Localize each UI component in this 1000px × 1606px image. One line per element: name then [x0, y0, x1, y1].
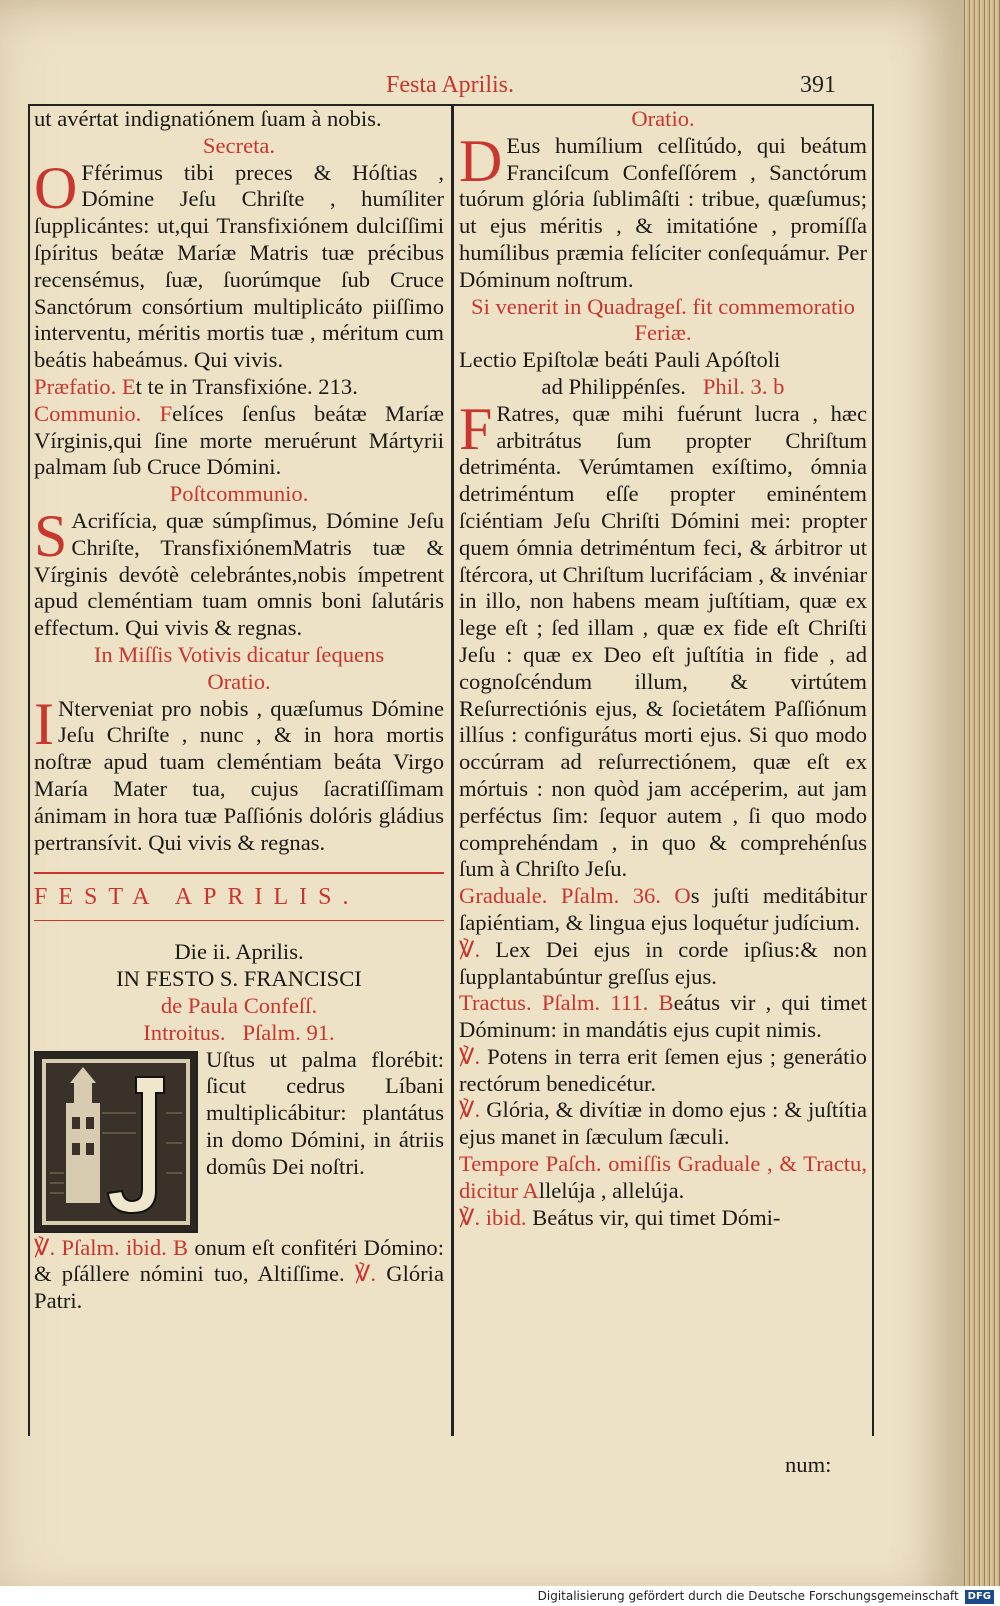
feast-name: IN FESTO S. FRANCISCI [116, 966, 362, 992]
drop-cap: O [34, 154, 78, 221]
postcommunio-paragraph [34, 502, 444, 642]
postcommunio-text: Acrifícia, quæ súmpſimus, Dómine Jeſu Chriſte, TransfixiónemMatris tuæ & Vírginis devótè celebrántes,nobis ímpetrent apud cleméntiam tuam omnis boni ſalutáris effectum. Qui vivis & regnas. [34, 507, 444, 641]
praefatio-text: t te in Transfixióne. 213. [135, 373, 358, 399]
feast-subtitle: de Paula Confeſſ. [160, 992, 318, 1018]
tempore-text: llelúja , allelúja. [538, 1177, 685, 1203]
graduale-text: s juſti meditábitur ſapiéntiam, & lingua ejus loquétur judícium. [459, 883, 867, 935]
postcommunio-heading: Poſtcommunio. [169, 481, 309, 507]
communio-text: elíces ſenſus beátæ Maríæ Vírginis,qui ſine morte meruérunt Mártyrii palmam ſub Cruce Dómini. [34, 400, 444, 480]
feast-date: Die ii. Aprilis. [174, 939, 304, 965]
drop-cap: F [459, 395, 493, 462]
page-number: 391 [800, 72, 836, 98]
digitization-footer [0, 1586, 1000, 1606]
gloria-text: Glória Patri. [34, 1261, 444, 1314]
tempore-label: Tempore Paſch. omiſſis Graduale , & Tractu, dicitur A [459, 1151, 867, 1203]
versicle-paragraph [459, 1044, 867, 1098]
communio-label: Communio. F [34, 400, 173, 426]
introitus-paragraph [34, 1047, 444, 1181]
versicle-paragraph [459, 1097, 867, 1151]
versicle-paragraph [459, 1205, 867, 1232]
communio-paragraph [34, 401, 444, 481]
versicle-label: ℣. Pſalm. ibid. B [34, 1234, 189, 1260]
praefatio-label: Præfatio. E [34, 373, 136, 399]
tractus-text: eátus vir , qui timet Dóminum: in mandátis ejus cupit nimis. [459, 990, 867, 1043]
versicle-mark: ℣. [459, 1043, 481, 1069]
versicle-mark: ℣. ibid. [459, 1204, 527, 1230]
versicle-text: Glória, & divítiæ in domo ejus : & juſtítia ejus manet in ſæculum ſæculi. [459, 1097, 867, 1150]
drop-cap: D [459, 127, 503, 194]
middle-column-rule [451, 104, 454, 1436]
oratio-paragraph [459, 127, 867, 294]
versicle-text: Lex Dei ejus in corde ipſius:& non ſupplantabúntur greſſus ejus. [459, 936, 867, 989]
introitus-text: Uſtus ut palma florébit: ſicut cedrus Líbani multiplicábitur: plantátus in domo Dómini, in átriis domûs Dei noſtri. [206, 1046, 444, 1179]
versicle-text: Potens in terra erit ſemen ejus ; generátio rectórum benedicétur. [459, 1043, 867, 1096]
left-column-rule [28, 104, 30, 1436]
gloria-versicle-mark: ℣. [354, 1261, 377, 1287]
versicle-paragraph [34, 1235, 444, 1315]
scripture-reference: Phil. 3. b [702, 373, 785, 399]
versicle-mark: ℣. [459, 1097, 481, 1123]
oratio-heading: Oratio. [631, 106, 695, 131]
dfg-logo-icon: DFG [965, 1590, 994, 1604]
oratio-text: Nterveniat pro nobis , quæſumus Dómine Jeſu Chriſte , nunc , & in hora mortis noſtræ apud tuam cleméntiam beáta Virgo María Mater tua, cujus ſacratiſſimam ánimam in hora tuæ Paſſiónis dolóris gládius pertransívit. Qui vivis & regnas. [34, 695, 444, 855]
praefatio-line [34, 374, 444, 401]
paragraph-continuation: ut avértat indignatiónem ſuam à nobis. [34, 106, 382, 131]
oratio-heading: Oratio. [207, 668, 271, 694]
footer-text: Digitalisierung gefördert durch die Deutsche Forschungsgemeinschaft [537, 1589, 959, 1603]
ad-philippenses: ad Philippénſes. [541, 373, 686, 399]
epistle-text: Ratres, quæ mihi fuérunt lucra , hæc arbitrátus ſum propter Chriſtum detriménta. Verúmtamen exíſtimo, ómnia detriméntum eſſe propter eminéntem ſciéntiam Jeſu Chriſti Dómini mei: propter quem ómnia detriméntum feci, & árbitror ut ſtércora, ut Chriſtum lucrifáciam , & invéniar in illo, non habens meam juſtítiam, quæ ex lege eſt ; ſed illam , quæ ex fide eſt Chriſti Jeſu : quæ ex Deo eſt juſtítia in fide , ad cognoſcéndum illum, & virtútem Reſurrectiónis ejus, & ſocietátem Paſſiónum illíus : configurátus morti ejus. Si quo modo occúrram ad reſurrectiónem, quæ eſt ex mórtuis : non quòd jam accéperim, aut jam perféctus ſim: ſequor autem , ſi quo modo comprehéndam , in quo & comprehénſus ſum à Chriſto Jeſu. [459, 400, 867, 882]
lectio-address [459, 374, 867, 401]
page-edge-stack [962, 0, 1000, 1606]
section-divider [34, 920, 444, 921]
graduale-label: Graduale. Pſalm. 36. O [459, 883, 691, 909]
drop-cap: I [34, 690, 54, 757]
right-column [459, 106, 867, 1231]
versicle-text: onum eſt confitéri Dómino: & pſállere nómini tuo, Altiſſime. [34, 1234, 444, 1287]
section-title: FESTA APRILIS. [34, 884, 360, 911]
oratio-paragraph [34, 690, 444, 857]
rubric-quadragesima: Si venerit in Quadrageſ. fit commemoratio Feriæ. [471, 293, 855, 346]
lectio-heading: Lectio Epiſtolæ beáti Pauli Apóſtoli [459, 347, 781, 373]
tractus-label: Tractus. Pſalm. 111. B [459, 990, 674, 1016]
catchword: num: [785, 1452, 832, 1477]
oratio-text: Eus humílium celſitúdo, qui beátum Franciſcum Confeſſórem , Sanctórum tuórum glória ſublimâſti : tribue, quæſumus; ut ejus méritis , & imitatióne , promíſſa humílibus præmia felíciter conſequámur. Per Dóminum noſtrum. [459, 132, 867, 292]
drop-cap: S [34, 502, 68, 569]
decorated-j-icon [36, 1053, 196, 1231]
tractus-paragraph [459, 990, 867, 1044]
versicle-mark: ℣. [459, 936, 481, 962]
votivis-heading: In Miſſis Votivis dicatur ſequens [93, 641, 385, 667]
secreta-heading: Secreta. [202, 132, 276, 158]
tempore-paschali-paragraph [459, 1151, 867, 1205]
right-column-rule [872, 104, 874, 1436]
secreta-text: Fférimus tibi preces & Hóſtias , Dómine Jeſu Chriſte , humíliter ſupplicántes: ut,qui Transfixiónem dulciſſimi ſpíritus beátæ Maríæ Matris tuæ précibus recensémus, ſuæ, ſuorúmque ſub Cruce Sanctórum consórtium multiplicáto piiſſimo interventu, méritis mortis tuæ , méritum cum beátis habeámus. Qui vivis. [34, 159, 444, 373]
left-column [34, 106, 444, 1315]
epistle-paragraph [459, 395, 867, 883]
running-head: Festa Aprilis. [385, 72, 514, 98]
graduale-paragraph [459, 883, 867, 937]
versicle-paragraph [459, 937, 867, 991]
secreta-paragraph [34, 154, 444, 374]
section-divider [34, 872, 444, 874]
introitus-heading: Introitus. Pſalm. 91. [143, 1019, 335, 1045]
woodcut-initial-image [34, 1051, 198, 1233]
versicle-text: Beátus vir, qui timet Dómi- [532, 1204, 781, 1230]
